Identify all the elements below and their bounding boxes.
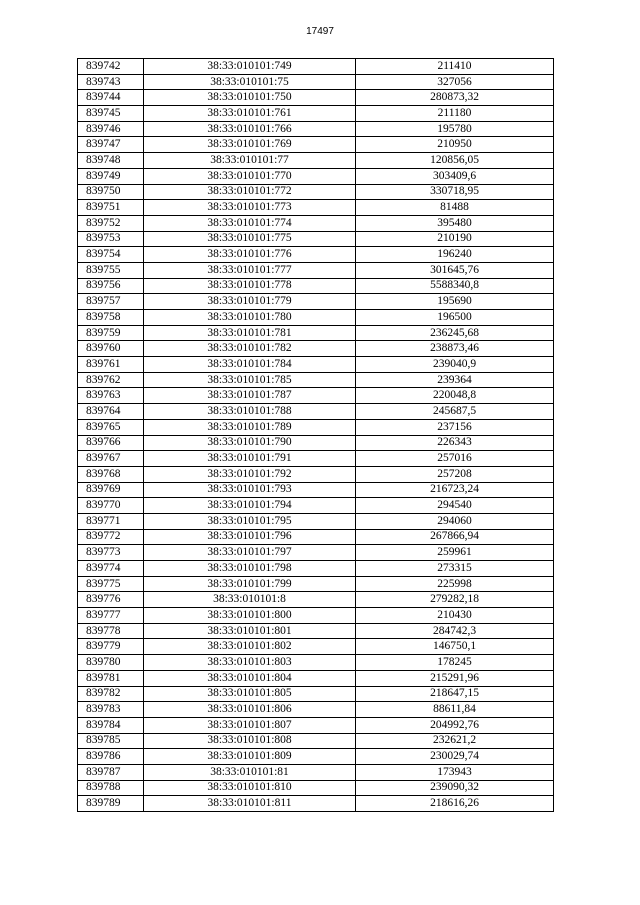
cadastral-number-cell: 38:33:010101:798	[144, 561, 356, 577]
table-row	[78, 435, 554, 451]
row-id-cell: 839761	[78, 357, 144, 373]
value-cell: 284742,3	[356, 623, 554, 639]
table-row	[78, 733, 554, 749]
value-cell: 236245,68	[356, 325, 554, 341]
table-row	[78, 529, 554, 545]
row-id-cell: 839770	[78, 498, 144, 514]
row-id-cell: 839784	[78, 717, 144, 733]
value-cell: 216723,24	[356, 482, 554, 498]
table-row	[78, 780, 554, 796]
value-cell: 395480	[356, 215, 554, 231]
value-cell: 211180	[356, 106, 554, 122]
table-row	[78, 357, 554, 373]
row-id-cell: 839767	[78, 451, 144, 467]
table-row	[78, 325, 554, 341]
row-id-cell: 839775	[78, 576, 144, 592]
row-id-cell: 839783	[78, 702, 144, 718]
cadastral-number-cell: 38:33:010101:799	[144, 576, 356, 592]
table-row	[78, 231, 554, 247]
row-id-cell: 839748	[78, 153, 144, 169]
cadastral-number-cell: 38:33:010101:793	[144, 482, 356, 498]
value-cell: 218647,15	[356, 686, 554, 702]
cadastral-number-cell: 38:33:010101:792	[144, 466, 356, 482]
row-id-cell: 839786	[78, 749, 144, 765]
cadastral-number-cell: 38:33:010101:750	[144, 90, 356, 106]
table-row	[78, 153, 554, 169]
cadastral-number-cell: 38:33:010101:794	[144, 498, 356, 514]
value-cell: 195780	[356, 121, 554, 137]
value-cell: 303409,6	[356, 168, 554, 184]
table-row	[78, 388, 554, 404]
table-row	[78, 262, 554, 278]
row-id-cell: 839762	[78, 372, 144, 388]
cadastral-number-cell: 38:33:010101:777	[144, 262, 356, 278]
table-row	[78, 670, 554, 686]
cadastral-number-cell: 38:33:010101:809	[144, 749, 356, 765]
table-row	[78, 278, 554, 294]
table-row	[78, 545, 554, 561]
row-id-cell: 839768	[78, 466, 144, 482]
cadastral-number-cell: 38:33:010101:781	[144, 325, 356, 341]
data-table	[77, 58, 554, 812]
value-cell: 280873,32	[356, 90, 554, 106]
cadastral-number-cell: 38:33:010101:749	[144, 59, 356, 75]
value-cell: 232621,2	[356, 733, 554, 749]
row-id-cell: 839752	[78, 215, 144, 231]
value-cell: 210430	[356, 608, 554, 624]
table-row	[78, 247, 554, 263]
row-id-cell: 839782	[78, 686, 144, 702]
table-row	[78, 200, 554, 216]
value-cell: 239090,32	[356, 780, 554, 796]
row-id-cell: 839766	[78, 435, 144, 451]
row-id-cell: 839769	[78, 482, 144, 498]
value-cell: 204992,76	[356, 717, 554, 733]
table-row	[78, 137, 554, 153]
row-id-cell: 839776	[78, 592, 144, 608]
row-id-cell: 839755	[78, 262, 144, 278]
row-id-cell: 839743	[78, 74, 144, 90]
value-cell: 218616,26	[356, 796, 554, 812]
cadastral-number-cell: 38:33:010101:769	[144, 137, 356, 153]
cadastral-number-cell: 38:33:010101:807	[144, 717, 356, 733]
table-row	[78, 90, 554, 106]
value-cell: 327056	[356, 74, 554, 90]
value-cell: 239040,9	[356, 357, 554, 373]
table-row	[78, 561, 554, 577]
table-row	[78, 686, 554, 702]
cadastral-number-cell: 38:33:010101:808	[144, 733, 356, 749]
cadastral-number-cell: 38:33:010101:788	[144, 404, 356, 420]
value-cell: 196240	[356, 247, 554, 263]
table-row	[78, 419, 554, 435]
value-cell: 245687,5	[356, 404, 554, 420]
cadastral-number-cell: 38:33:010101:8	[144, 592, 356, 608]
row-id-cell: 839754	[78, 247, 144, 263]
cadastral-number-cell: 38:33:010101:785	[144, 372, 356, 388]
cadastral-number-cell: 38:33:010101:800	[144, 608, 356, 624]
cadastral-number-cell: 38:33:010101:784	[144, 357, 356, 373]
table-row	[78, 498, 554, 514]
table-row	[78, 466, 554, 482]
table-row	[78, 576, 554, 592]
row-id-cell: 839753	[78, 231, 144, 247]
table-row	[78, 764, 554, 780]
table-row	[78, 121, 554, 137]
table-row	[78, 372, 554, 388]
cadastral-number-cell: 38:33:010101:772	[144, 184, 356, 200]
cadastral-number-cell: 38:33:010101:791	[144, 451, 356, 467]
table-row	[78, 404, 554, 420]
value-cell: 211410	[356, 59, 554, 75]
row-id-cell: 839779	[78, 639, 144, 655]
cadastral-number-cell: 38:33:010101:802	[144, 639, 356, 655]
cadastral-number-cell: 38:33:010101:805	[144, 686, 356, 702]
table-row	[78, 451, 554, 467]
table-row	[78, 623, 554, 639]
row-id-cell: 839745	[78, 106, 144, 122]
cadastral-number-cell: 38:33:010101:776	[144, 247, 356, 263]
cadastral-number-cell: 38:33:010101:796	[144, 529, 356, 545]
value-cell: 210950	[356, 137, 554, 153]
table-row	[78, 482, 554, 498]
value-cell: 230029,74	[356, 749, 554, 765]
cadastral-number-cell: 38:33:010101:780	[144, 310, 356, 326]
value-cell: 238873,46	[356, 341, 554, 357]
cadastral-number-cell: 38:33:010101:779	[144, 294, 356, 310]
cadastral-number-cell: 38:33:010101:795	[144, 513, 356, 529]
cadastral-number-cell: 38:33:010101:787	[144, 388, 356, 404]
table-row	[78, 341, 554, 357]
row-id-cell: 839757	[78, 294, 144, 310]
row-id-cell: 839749	[78, 168, 144, 184]
value-cell: 88611,84	[356, 702, 554, 718]
table-row	[78, 717, 554, 733]
table-row	[78, 796, 554, 812]
cadastral-number-cell: 38:33:010101:770	[144, 168, 356, 184]
cadastral-number-cell: 38:33:010101:790	[144, 435, 356, 451]
row-id-cell: 839785	[78, 733, 144, 749]
value-cell: 237156	[356, 419, 554, 435]
cadastral-number-cell: 38:33:010101:804	[144, 670, 356, 686]
table-body	[78, 59, 554, 812]
value-cell: 195690	[356, 294, 554, 310]
table-row	[78, 702, 554, 718]
cadastral-number-cell: 38:33:010101:801	[144, 623, 356, 639]
cadastral-number-cell: 38:33:010101:811	[144, 796, 356, 812]
value-cell: 225998	[356, 576, 554, 592]
row-id-cell: 839772	[78, 529, 144, 545]
cadastral-number-cell: 38:33:010101:775	[144, 231, 356, 247]
value-cell: 267866,94	[356, 529, 554, 545]
table-row	[78, 608, 554, 624]
row-id-cell: 839789	[78, 796, 144, 812]
table-row	[78, 310, 554, 326]
value-cell: 5588340,8	[356, 278, 554, 294]
cadastral-number-cell: 38:33:010101:77	[144, 153, 356, 169]
value-cell: 257016	[356, 451, 554, 467]
row-id-cell: 839765	[78, 419, 144, 435]
row-id-cell: 839744	[78, 90, 144, 106]
cadastral-number-cell: 38:33:010101:766	[144, 121, 356, 137]
value-cell: 259961	[356, 545, 554, 561]
value-cell: 210190	[356, 231, 554, 247]
table-row	[78, 59, 554, 75]
value-cell: 294540	[356, 498, 554, 514]
row-id-cell: 839781	[78, 670, 144, 686]
table-row	[78, 749, 554, 765]
cadastral-number-cell: 38:33:010101:803	[144, 655, 356, 671]
value-cell: 196500	[356, 310, 554, 326]
row-id-cell: 839787	[78, 764, 144, 780]
cadastral-number-cell: 38:33:010101:75	[144, 74, 356, 90]
table-row	[78, 639, 554, 655]
row-id-cell: 839788	[78, 780, 144, 796]
cadastral-number-cell: 38:33:010101:774	[144, 215, 356, 231]
row-id-cell: 839759	[78, 325, 144, 341]
table-row	[78, 294, 554, 310]
cadastral-number-cell: 38:33:010101:81	[144, 764, 356, 780]
cadastral-number-cell: 38:33:010101:773	[144, 200, 356, 216]
table-row	[78, 513, 554, 529]
row-id-cell: 839778	[78, 623, 144, 639]
value-cell: 215291,96	[356, 670, 554, 686]
row-id-cell: 839742	[78, 59, 144, 75]
row-id-cell: 839760	[78, 341, 144, 357]
page-number: 17497	[306, 26, 334, 37]
value-cell: 330718,95	[356, 184, 554, 200]
row-id-cell: 839774	[78, 561, 144, 577]
table-row	[78, 168, 554, 184]
row-id-cell: 839764	[78, 404, 144, 420]
value-cell: 273315	[356, 561, 554, 577]
row-id-cell: 839747	[78, 137, 144, 153]
value-cell: 173943	[356, 764, 554, 780]
row-id-cell: 839763	[78, 388, 144, 404]
cadastral-number-cell: 38:33:010101:810	[144, 780, 356, 796]
row-id-cell: 839751	[78, 200, 144, 216]
value-cell: 301645,76	[356, 262, 554, 278]
row-id-cell: 839780	[78, 655, 144, 671]
row-id-cell: 839773	[78, 545, 144, 561]
cadastral-number-cell: 38:33:010101:789	[144, 419, 356, 435]
cadastral-number-cell: 38:33:010101:778	[144, 278, 356, 294]
table-row	[78, 592, 554, 608]
row-id-cell: 839758	[78, 310, 144, 326]
row-id-cell: 839777	[78, 608, 144, 624]
row-id-cell: 839750	[78, 184, 144, 200]
cadastral-number-cell: 38:33:010101:782	[144, 341, 356, 357]
cadastral-number-cell: 38:33:010101:761	[144, 106, 356, 122]
table-row	[78, 184, 554, 200]
table-row	[78, 106, 554, 122]
value-cell: 239364	[356, 372, 554, 388]
row-id-cell: 839771	[78, 513, 144, 529]
table-row	[78, 74, 554, 90]
table-row	[78, 215, 554, 231]
row-id-cell: 839756	[78, 278, 144, 294]
table-row	[78, 655, 554, 671]
row-id-cell: 839746	[78, 121, 144, 137]
value-cell: 220048,8	[356, 388, 554, 404]
value-cell: 178245	[356, 655, 554, 671]
cadastral-number-cell: 38:33:010101:797	[144, 545, 356, 561]
value-cell: 294060	[356, 513, 554, 529]
cadastral-number-cell: 38:33:010101:806	[144, 702, 356, 718]
value-cell: 81488	[356, 200, 554, 216]
value-cell: 120856,05	[356, 153, 554, 169]
value-cell: 279282,18	[356, 592, 554, 608]
value-cell: 226343	[356, 435, 554, 451]
value-cell: 146750,1	[356, 639, 554, 655]
value-cell: 257208	[356, 466, 554, 482]
